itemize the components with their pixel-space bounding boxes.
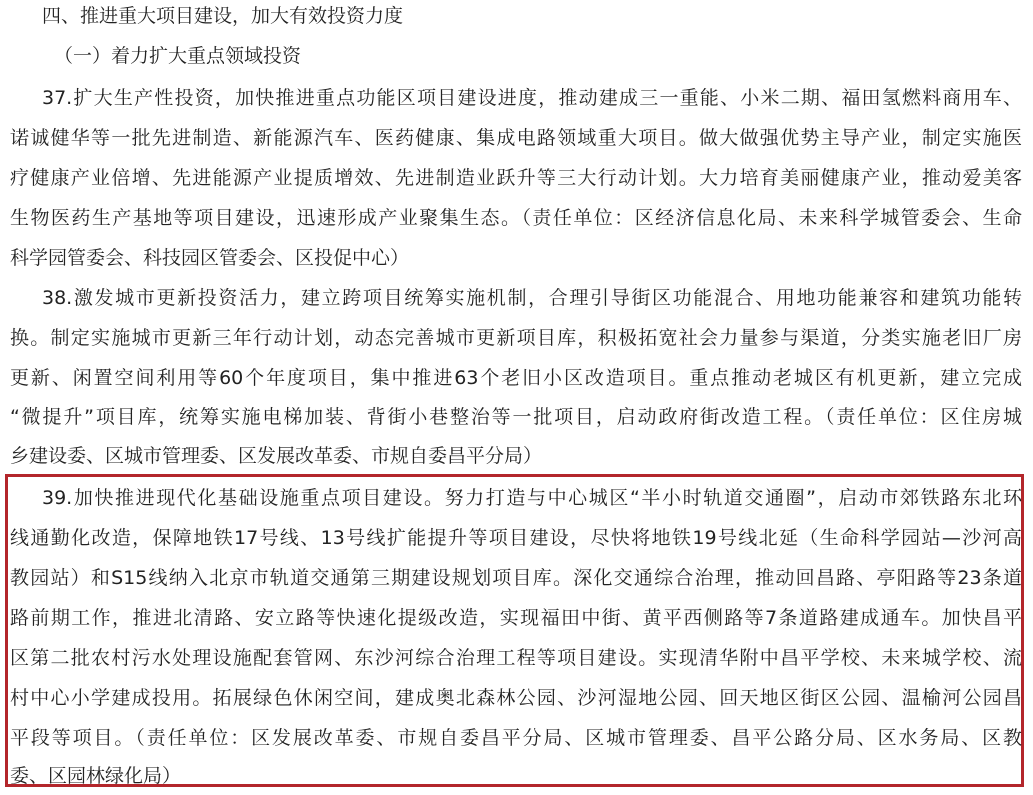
paragraph-line: 科学园管委会、科技园区管委会、区投促中心） — [10, 247, 410, 269]
section-heading: 四、推进重大项目建设，加大有效投资力度 — [42, 5, 404, 27]
paragraph-line: 委、区园林绿化局） — [10, 765, 182, 787]
paragraph-line: 更新、闲置空间利用等60个年度项目，集中推进63个老旧小区改造项目。重点推动老城区有机更新，建立完成 — [10, 367, 1022, 389]
paragraph-line: 村中心小学建成投用。拓展绿色休闲空间，建成奥北森林公园、沙河湿地公园、回天地区街区公园、温榆河公园昌 — [10, 687, 1022, 709]
paragraph-line: “微提升”项目库，统筹实施电梯加装、背街小巷整治等一批项目，启动政府街改造工程。（责任单位：区住房城 — [10, 406, 1022, 428]
paragraph-line: 换。制定实施城市更新三年行动计划，动态完善城市更新项目库，积极拓宽社会力量参与渠道，分类实施老旧厂房 — [10, 327, 1022, 349]
paragraph-line: 乡建设委、区城市管理委、区发展改革委、市规自委昌平分局） — [10, 445, 543, 467]
paragraph-line: 平段等项目。（责任单位：区发展改革委、市规自委昌平分局、区城市管理委、昌平公路分局、区水务局、区教 — [10, 727, 1022, 749]
paragraph-line: 诺诚健华等一批先进制造、新能源汽车、医药健康、集成电路领域重大项目。做大做强优势主导产业，制定实施医 — [10, 127, 1022, 149]
paragraph-line: 线通勤化改造，保障地铁17号线、13号线扩能提升等项目建设，尽快将地铁19号线北延（生命科学园站—沙河高 — [10, 527, 1022, 549]
paragraph-line: 生物医药生产基地等项目建设，迅速形成产业聚集生态。（责任单位：区经济信息化局、未来科学城管委会、生命 — [10, 207, 1022, 229]
paragraph-line: 路前期工作，推进北清路、安立路等快速化提级改造，实现福田中街、黄平西侧路等7条道路建成通车。加快昌平 — [10, 607, 1022, 629]
paragraph-line: 教园站）和S15线纳入北京市轨道交通第三期建设规划项目库。深化交通综合治理，推动回昌路、亭阳路等23条道 — [10, 567, 1022, 589]
paragraph-line: 疗健康产业倍增、先进能源产业提质增效、先进制造业跃升等三大行动计划。大力培育美丽健康产业，推动爱美客 — [10, 167, 1022, 189]
paragraph-line: 37.扩大生产性投资，加快推进重点功能区项目建设进度，推动建成三一重能、小米二期、福田氢燃料商用车、 — [42, 87, 1022, 109]
paragraph-line: 区第二批农村污水处理设施配套管网、东沙河综合治理工程等项目建设。实现清华附中昌平学校、未来城学校、流 — [10, 647, 1022, 669]
paragraph-line: 39.加快推进现代化基础设施重点项目建设。努力打造与中心城区“半小时轨道交通圈”，启动市郊铁路东北环 — [42, 487, 1022, 509]
subsection-heading: （一）着力扩大重点领域投资 — [54, 45, 302, 67]
paragraph-line: 38.激发城市更新投资活力，建立跨项目统筹实施机制，合理引导街区功能混合、用地功能兼容和建筑功能转 — [42, 287, 1022, 309]
